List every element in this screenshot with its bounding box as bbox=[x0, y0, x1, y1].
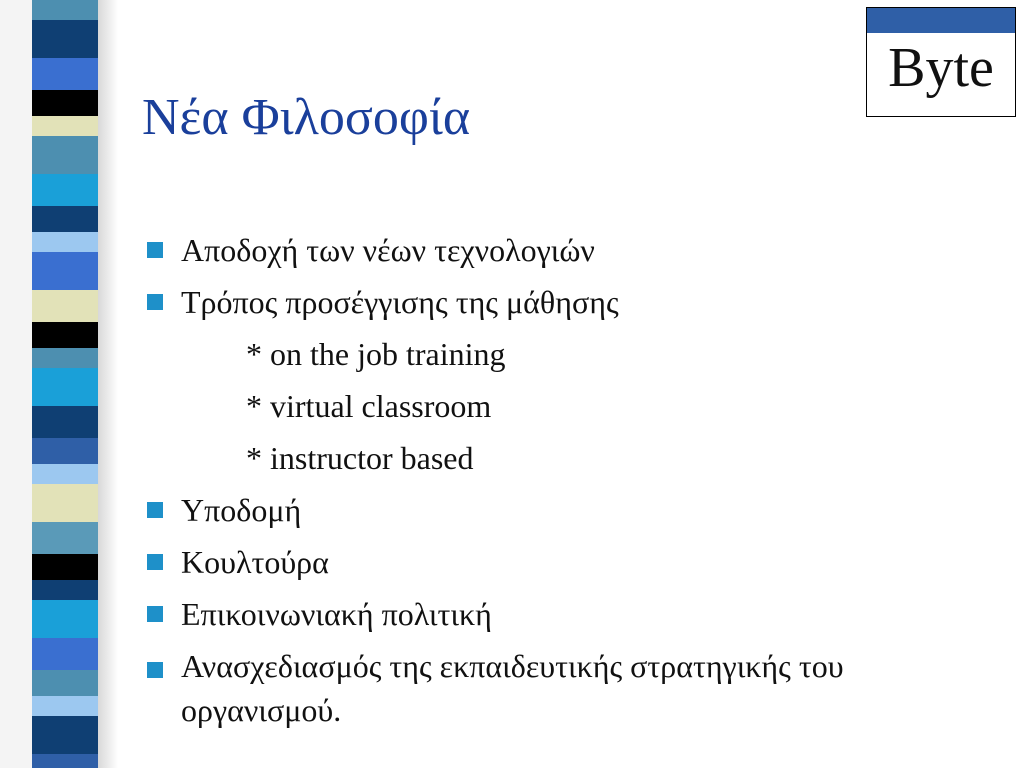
color-bar-segment bbox=[32, 696, 98, 716]
bullet-item bbox=[145, 536, 1005, 588]
square-bullet-icon bbox=[147, 606, 163, 622]
color-bar-segment bbox=[32, 580, 98, 600]
decorative-left-strip bbox=[0, 0, 118, 768]
color-bar-segment bbox=[32, 174, 98, 206]
color-bar-segment bbox=[32, 368, 98, 406]
bullet-list bbox=[145, 224, 1005, 732]
color-bar-segment bbox=[32, 348, 98, 368]
color-bar-segment bbox=[32, 554, 98, 580]
color-bar-segment bbox=[32, 464, 98, 484]
square-bullet-icon bbox=[147, 242, 163, 258]
color-bars bbox=[32, 0, 98, 768]
color-bar-segment bbox=[32, 322, 98, 348]
color-bar-segment bbox=[32, 716, 98, 754]
color-bar-segment bbox=[32, 438, 98, 464]
bullet-text: Κουλτούρα bbox=[181, 544, 329, 580]
color-bar-segment bbox=[32, 0, 98, 20]
logo-bar bbox=[867, 8, 1015, 33]
color-bar-segment bbox=[32, 136, 98, 174]
bullet-item bbox=[145, 224, 1005, 276]
byte-logo bbox=[866, 7, 1016, 117]
color-bar-segment bbox=[32, 754, 98, 768]
color-bars-graphic bbox=[32, 0, 98, 768]
bullet-item bbox=[145, 276, 1005, 328]
square-bullet-icon bbox=[147, 294, 163, 310]
logo-text: Byte bbox=[888, 37, 994, 99]
color-bar-segment bbox=[32, 638, 98, 670]
bullet-text: Τρόπος προσέγγισης της μάθησης bbox=[181, 284, 619, 320]
sub-item: * on the job training bbox=[246, 336, 506, 372]
color-bar-segment bbox=[32, 600, 98, 638]
sub-item: * virtual classroom bbox=[246, 388, 492, 424]
color-bar-segment bbox=[32, 406, 98, 438]
color-bar-segment bbox=[32, 484, 98, 522]
square-bullet-icon bbox=[147, 502, 163, 518]
color-bar-segment bbox=[32, 670, 98, 696]
color-bar-segment bbox=[32, 252, 98, 290]
square-bullet-icon bbox=[147, 662, 163, 678]
bullet-text: Υποδομή bbox=[181, 492, 302, 528]
strip-shadow bbox=[98, 0, 118, 768]
color-bar-segment bbox=[32, 290, 98, 322]
color-bar-segment bbox=[32, 522, 98, 554]
bullet-item bbox=[145, 640, 1005, 732]
bullet-text: Αποδοχή των νέων τεχνολογιών bbox=[181, 232, 595, 268]
color-bar-segment bbox=[32, 20, 98, 58]
color-bar-segment bbox=[32, 90, 98, 116]
bullet-item bbox=[145, 588, 1005, 640]
bullet-item bbox=[145, 484, 1005, 536]
slide-title: Νέα Φιλοσοφία bbox=[142, 89, 471, 146]
color-bar-segment bbox=[32, 116, 98, 136]
bullet-text: Επικοινωνιακή πολιτική bbox=[181, 596, 492, 632]
color-bar-segment bbox=[32, 58, 98, 90]
square-bullet-icon bbox=[147, 554, 163, 570]
color-bar-segment bbox=[32, 232, 98, 252]
sub-item: * instructor based bbox=[246, 440, 474, 476]
color-bar-segment bbox=[32, 206, 98, 232]
bullet-text: Ανασχεδιασμός της εκπαιδευτικής στρατηγικής του οργανισμού. bbox=[181, 648, 844, 728]
